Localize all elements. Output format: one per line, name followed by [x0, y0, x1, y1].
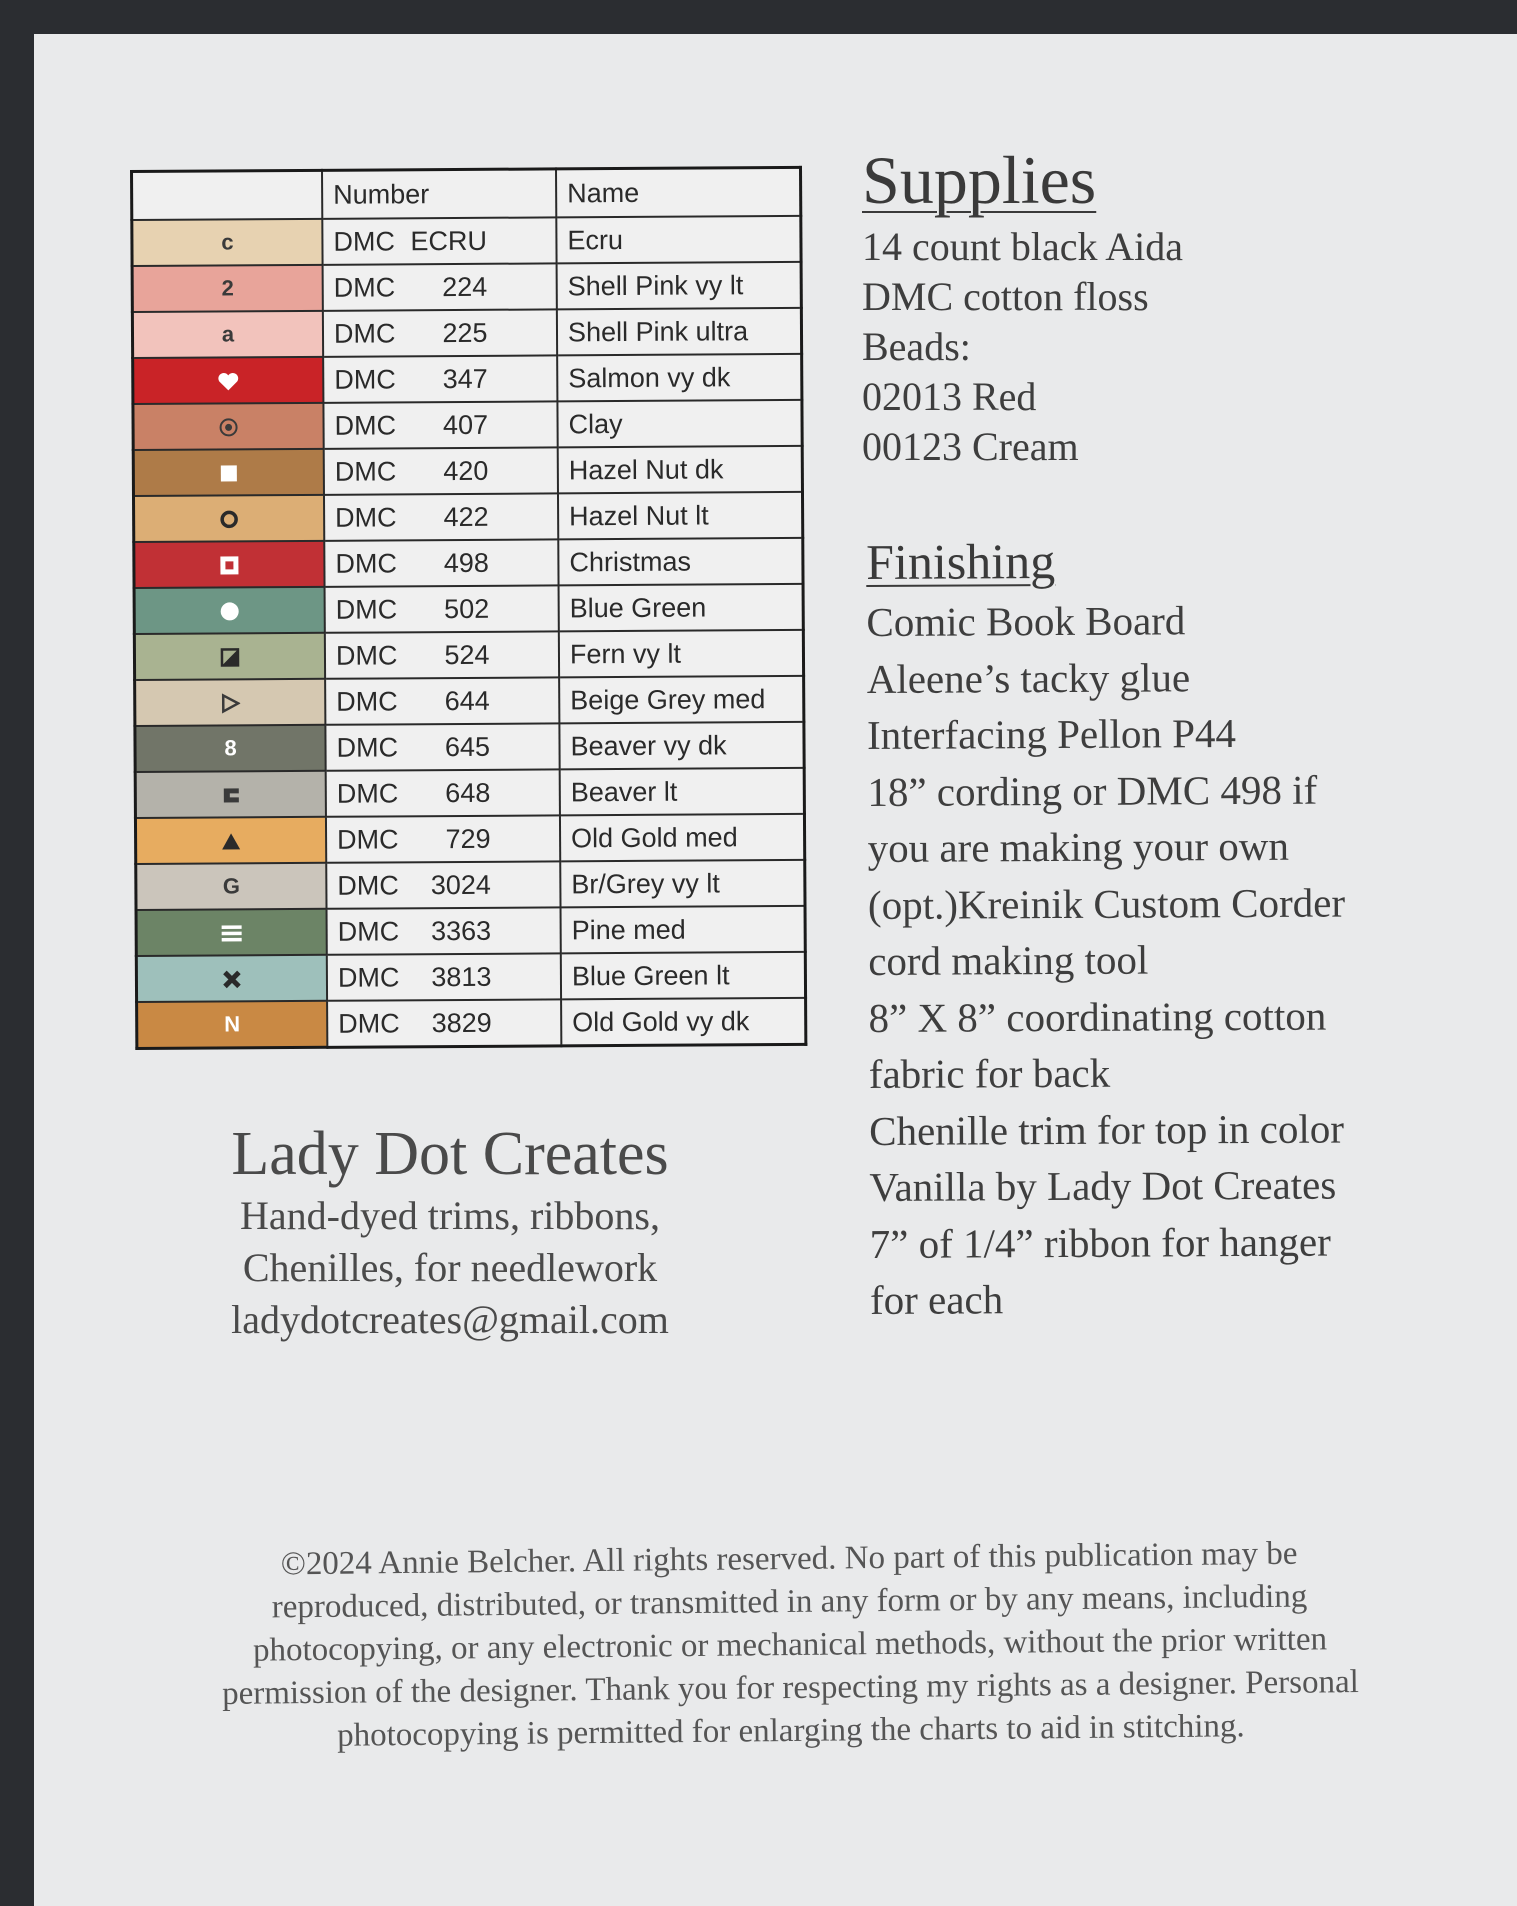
floss-number-cell: [324, 539, 558, 586]
symbol-swatch: [136, 955, 327, 1002]
symbol-letter: 2: [221, 275, 234, 301]
floss-number: 224: [442, 271, 488, 302]
key-row: [133, 446, 802, 496]
floss-brand: DMC: [334, 363, 396, 395]
floss-number-cell: [326, 861, 560, 908]
square-icon: [219, 459, 239, 484]
key-row: [133, 400, 802, 450]
floss-name: Christmas: [558, 538, 803, 585]
floss-number-cell: [325, 677, 559, 724]
floss-name: Blue Green lt: [561, 952, 806, 999]
key-row: [136, 906, 805, 956]
supplies-item: Beads:: [862, 324, 971, 369]
symbol-swatch: [132, 265, 323, 312]
symbol-swatch: [135, 771, 326, 818]
name-column-header: Name: [556, 167, 801, 217]
symbol-swatch: [132, 311, 323, 358]
symbol-letter: G: [222, 873, 241, 899]
key-row: [134, 538, 803, 588]
floss-name: Hazel Nut lt: [558, 492, 803, 539]
floss-name: Br/Grey vy lt: [560, 860, 805, 907]
symbol-swatch: [135, 817, 326, 864]
symbol-swatch: [133, 449, 324, 496]
key-row: [134, 584, 803, 634]
floss-name: Old Gold vy dk: [561, 998, 806, 1046]
floss-number-cell: [324, 447, 558, 494]
finishing-item: Chenille trim for top in color: [869, 1105, 1345, 1154]
floss-brand: DMC: [333, 225, 396, 257]
number-column-header: Number: [322, 169, 556, 219]
key-row: [135, 814, 804, 864]
floss-number: 225: [442, 317, 488, 348]
floss-name: Beaver vy dk: [559, 722, 804, 769]
floss-brand: DMC: [335, 547, 397, 579]
floss-number: 3363: [430, 915, 492, 946]
symbol-swatch: [133, 357, 324, 404]
floss-brand: DMC: [337, 961, 400, 993]
key-row: [136, 860, 805, 910]
floss-name: Ecru: [556, 216, 801, 263]
symbol-swatch: [134, 633, 325, 680]
bracket-icon: [221, 781, 241, 806]
finishing-item: 7” of 1/4” ribbon for hanger: [869, 1218, 1331, 1267]
finishing-item: you are making your own: [867, 822, 1290, 871]
symbol-swatch: [134, 541, 325, 588]
floss-name: Fern vy lt: [559, 630, 804, 677]
floss-number-cell: [325, 631, 559, 678]
floss-brand: DMC: [336, 731, 399, 763]
floss-number-cell: [327, 907, 561, 954]
floss-name: Salmon vy dk: [557, 354, 802, 401]
finishing-item: Comic Book Board: [866, 597, 1186, 645]
cross-icon: [222, 965, 242, 990]
floss-number-cell: [323, 309, 557, 356]
finishing-item: 18” cording or DMC 498 if: [867, 766, 1318, 815]
supplies-heading: Supplies: [862, 142, 1097, 218]
floss-number: 645: [444, 731, 491, 762]
triangle-up-icon: [221, 827, 241, 852]
key-row: [133, 492, 802, 542]
floss-number: 729: [445, 823, 491, 854]
brand-block: [170, 1118, 730, 1346]
supplies-item: DMC cotton floss: [862, 274, 1149, 319]
copyright-line: photocopying is permitted for enlarging the charts to aid in stitching.: [336, 1708, 1245, 1754]
floss-number: 3829: [431, 1007, 492, 1038]
symbol-swatch: [136, 909, 327, 956]
floss-brand: DMC: [333, 271, 396, 303]
finishing-item: (opt.)Kreinik Custom Corder: [867, 878, 1346, 928]
supplies-item: 02013 Red: [862, 374, 1037, 419]
floss-name: Hazel Nut dk: [558, 446, 803, 493]
floss-number: 3813: [431, 961, 492, 992]
finishing-item: fabric for back: [868, 1049, 1111, 1097]
finishing-item: for each: [869, 1276, 1004, 1323]
floss-number: 3024: [430, 869, 491, 900]
floss-name: Beaver lt: [560, 768, 805, 815]
heart-icon: [217, 367, 239, 392]
floss-brand: DMC: [334, 409, 397, 441]
floss-number-cell: [327, 953, 561, 1000]
supplies-item: 00123 Cream: [862, 424, 1079, 469]
target-icon: [218, 413, 238, 438]
symbol-swatch: [133, 403, 324, 450]
floss-number-cell: [325, 723, 559, 770]
floss-name: Old Gold med: [560, 814, 805, 861]
floss-number-cell: [323, 401, 557, 448]
floss-brand: DMC: [336, 685, 398, 717]
finishing-item: Vanilla by Lady Dot Creates: [869, 1161, 1337, 1210]
finishing-item: cord making tool: [868, 936, 1149, 984]
symbol-letter: c: [221, 229, 234, 255]
floss-brand: DMC: [335, 501, 397, 533]
floss-number: ECRU: [410, 225, 488, 256]
floss-brand: DMC: [337, 869, 399, 901]
floss-name: Blue Green: [559, 584, 804, 631]
floss-number: 422: [443, 501, 489, 532]
finishing-heading: Finishing: [866, 533, 1056, 590]
key-row: [137, 998, 806, 1049]
copyright-line: photocopying, or any electronic or mechanical methods, without the prior written: [252, 1621, 1328, 1669]
symbol-letter: a: [221, 321, 235, 347]
symbol-swatch: [135, 725, 326, 772]
symbol-swatch: [132, 219, 323, 266]
floss-name: Shell Pink vy lt: [557, 262, 802, 309]
floss-brand: DMC: [335, 639, 398, 671]
symbol-letter: N: [224, 1011, 241, 1037]
key-row: [136, 952, 805, 1002]
ring-icon: [219, 505, 239, 530]
finishing-item: 8” X 8” coordinating cotton: [868, 992, 1327, 1041]
key-row: [135, 722, 804, 772]
floss-number-cell: [326, 769, 560, 816]
brand-title: Lady Dot Creates: [231, 1120, 669, 1188]
finishing-item: Aleene’s tacky glue: [866, 653, 1191, 702]
floss-brand: DMC: [338, 1007, 400, 1039]
key-row: [132, 262, 801, 312]
floss-number-cell: [323, 355, 557, 402]
symbol-swatch: [137, 1001, 328, 1049]
floss-number: 524: [444, 639, 490, 670]
key-row: [132, 308, 801, 358]
supplies-section: [862, 138, 1183, 472]
symbol-column-header: [132, 170, 323, 220]
symbol-swatch: [134, 587, 325, 634]
floss-key-body: [132, 216, 806, 1049]
floss-number-cell: [327, 999, 561, 1047]
floss-brand: DMC: [337, 823, 399, 855]
floss-key-table: [130, 166, 807, 1050]
finishing-item: Interfacing Pellon P44: [866, 710, 1237, 758]
copyright-line: reproduced, distributed, or transmitted in any form or by any means, including: [271, 1578, 1308, 1626]
floss-number-cell: [324, 493, 558, 540]
floss-brand: DMC: [336, 777, 399, 809]
finishing-section: [866, 527, 1470, 1329]
boxed-square-icon: [219, 551, 239, 576]
copyright-line: ©2024 Annie Belcher. All rights reserved. No part of this publication may be: [280, 1535, 1298, 1583]
floss-name: Pine med: [561, 906, 806, 953]
symbol-swatch: [135, 679, 326, 726]
floss-number: 502: [444, 593, 490, 624]
brand-tagline-2: Chenilles, for needlework: [242, 1245, 658, 1290]
floss-brand: DMC: [337, 915, 400, 947]
floss-number-cell: [323, 263, 557, 310]
floss-brand: DMC: [333, 317, 396, 349]
triangle-right-icon: [220, 689, 240, 714]
copyright-line: permission of the designer. Thank you for respecting my rights as a designer. Personal: [221, 1664, 1359, 1712]
table-header-row: [132, 167, 801, 220]
copyright-notice: [119, 1531, 1461, 1760]
floss-number: 498: [443, 547, 489, 578]
floss-number: 347: [442, 363, 488, 394]
floss-brand: DMC: [334, 455, 397, 487]
floss-number-cell: [326, 815, 560, 862]
key-row: [134, 630, 803, 680]
floss-number: 407: [442, 409, 489, 440]
symbol-swatch: [133, 495, 324, 542]
floss-number-cell: [322, 217, 556, 264]
symbol-swatch: [136, 863, 327, 910]
brand-tagline-1: Hand-dyed trims, ribbons,: [240, 1193, 660, 1238]
floss-number: 648: [445, 777, 491, 808]
half-square-icon: [220, 643, 240, 668]
floss-name: Clay: [557, 400, 802, 447]
floss-name: Shell Pink ultra: [557, 308, 802, 355]
supplies-item: 14 count black Aida: [862, 224, 1184, 269]
floss-number: 644: [444, 685, 490, 716]
floss-number: 420: [443, 455, 489, 486]
brand-email: ladydotcreates@gmail.com: [231, 1297, 669, 1342]
floss-number-cell: [325, 585, 559, 632]
key-row: [132, 216, 801, 266]
key-row: [135, 768, 804, 818]
lines-icon: [221, 919, 243, 944]
key-row: [133, 354, 802, 404]
key-row: [135, 676, 804, 726]
dot-icon: [219, 597, 241, 622]
symbol-letter: 8: [224, 735, 237, 761]
floss-brand: DMC: [335, 593, 398, 625]
floss-name: Beige Grey med: [559, 676, 804, 723]
